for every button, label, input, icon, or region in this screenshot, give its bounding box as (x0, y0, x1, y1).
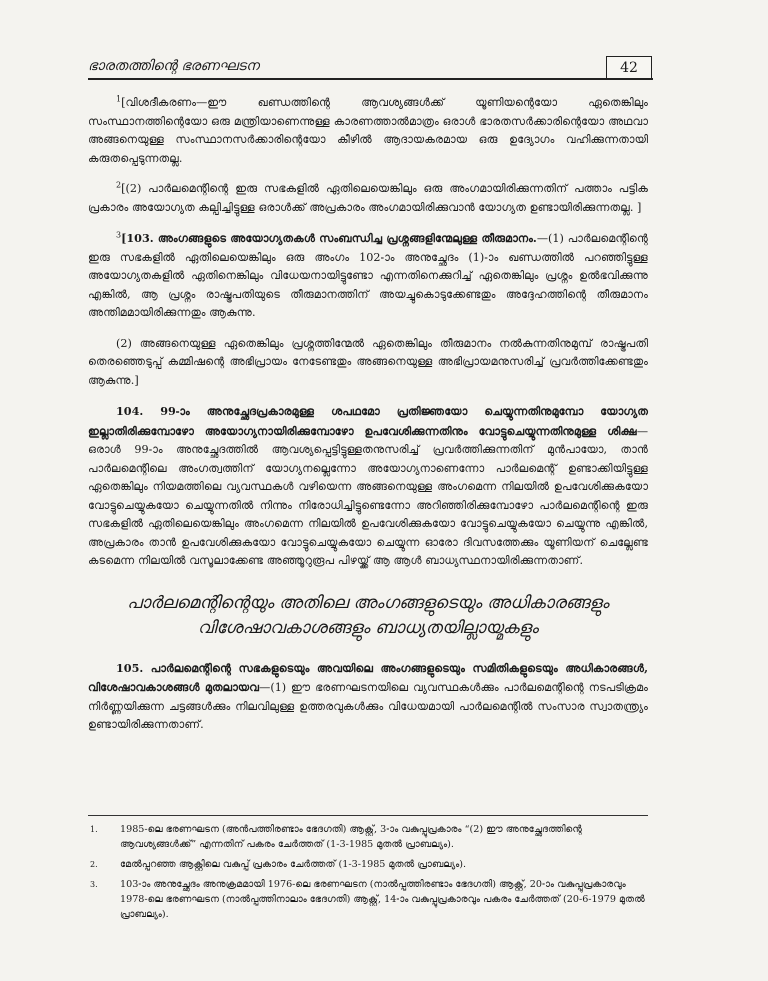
section-title (88, 591, 648, 641)
article-text: —ഒരാൾ 99-ാം അനുച്ഛേദത്തിൽ ആവശ്യപ്പെട്ടിട്ടുള്ളതനുസരിച്ച് പ്രവർത്തിക്കുന്നതിന് മുൻപായോ, താൻ പാർലമെന്റിലെ അംഗത്വത്തിന് യോഗ്യനല്ലെന്നോ അയോഗ്യനാണെന്നോ പാർലമെന്റ് ഉണ്ടാക്കിയിട്ടുള്ള ഏതെങ്കിലും നിയമത്തിലെ വ്യവസ്ഥകൾ വഴിയെന്ന അങ്ങനെയുള്ള അംഗമെന്ന നിലയിൽ ഉപവേശിക്കുകയോ വോട്ടുചെയ്യുകയോ ചെയ്യുന്നതിൽ നിന്നും നിരോധിച്ചിട്ടുണ്ടെന്നോ അറിഞ്ഞിരിക്കുമ്പോഴോ പാർലമെന്റിന്റെ ഇരു സഭകളിൽ ഏതിലെയെങ്കിലും അംഗമെന്ന നിലയിൽ ഉപവേശിക്കുകയോ വോട്ടുചെയ്യുകയോ ചെയ്യുന്നു എങ്കിൽ, അപ്രകാരം താൻ ഉപവേശിക്കുകയോ വോട്ടുചെയ്യുകയോ ചെയ്യുന്ന ഓരോ ദിവസത്തേക്കും യൂണിയന് ചെല്ലേണ്ട കടമെന്ന നിലയിൽ വസൂലാക്കേണ്ട അഞ്ഞൂറുരൂപ പിഴയ്ക്ക് ആ ആൾ ബാധ്യസ്ഥനായിരിക്കുന്നതാണ്. (88, 424, 648, 567)
footnote-number: 2. (90, 860, 98, 869)
article-heading: [103. അംഗങ്ങളുടെ അയോഗ്യതകൾ സംബന്ധിച്ച പ്രശ്നങ്ങളിന്മേലുള്ള തീരുമാനം. (121, 231, 537, 245)
running-head: ഭാരതത്തിന്റെ ഭരണഘടന (88, 58, 259, 74)
footnote-text: മേൽപ്പറഞ്ഞ ആക്റ്റിലെ വകുപ്പ് പ്രകാരം ചേർത്തത് (1-3-1985 മുതൽ പ്രാബല്യം). (120, 859, 467, 870)
footnote (88, 877, 648, 922)
article-heading: 104. 99-ാം അനുച്ഛേദപ്രകാരമുള്ള ശപഥമോ പ്രതിജ്ഞയോ ചെയ്യുന്നതിനുമുമ്പോ യോഗ്യത ഇല്ലാതിരിക്കുമ്പോഴോ അയോഗ്യനായിരിക്കുമ്പോഴോ ഉപവേശിക്കുന്നതിനും വോട്ടുചെയ്യുന്നതിനുമുള്ള ശിക്ഷ (88, 404, 648, 438)
footnote-marker: 1 (116, 94, 122, 104)
section-title-line: വിശേഷാവകാശങ്ങളും ബാധ്യതയില്ലായ്മകളും (197, 617, 539, 638)
article-heading: 105. പാർലമെന്റിന്റെ സഭകളുടെയും അവയിലെ അംഗങ്ങളുടെയും സമിതികളുടെയും അധികാരങ്ങൾ, വിശേഷാവകാശങ്ങൾ മുതലായവ (88, 660, 648, 694)
article-text: —(1) ഈ ഭരണഘടനയിലെ വ്യവസ്ഥകൾക്കും പാർലമെന്റിന്റെ നടപടിക്രമം നിർണ്ണയിക്കുന്ന ചട്ടങ്ങൾക്കും നിലവിലുള്ള ഉത്തരവുകൾക്കും വിധേയമായി പാർലമെന്റിൽ സംസാര സ്വാതന്ത്ര്യം ഉണ്ടായിരിക്കുന്നതാണ്. (88, 681, 648, 731)
footnote-marker: 3 (116, 230, 122, 240)
footnote-text: 103-ാം അനുച്ഛേദം അനുക്രമമായി 1976-ലെ ഭരണഘടന (നാൽപ്പത്തിരണ്ടാം ഭേദഗതി) ആക്റ്റ്, 20-ാം വകുപ്പുപ്രകാരവും 1978-ലെ ഭരണഘടന (നാൽപ്പത്തിനാലാം ഭേദഗതി) ആക്റ്റ്, 14-ാം വകുപ്പുപ്രകാരവും പകരം ചേർത്തത് (20-6-1979 മുതൽ പ്രാബല്യം). (120, 879, 645, 920)
footnote (88, 822, 648, 852)
body-text (88, 94, 648, 747)
header-rule (88, 78, 653, 80)
page-number: 42 (606, 56, 652, 80)
article-104 (88, 402, 648, 571)
paragraph-text: (2) അങ്ങനെയുള്ള ഏതെങ്കിലും പ്രശ്നത്തിന്മേൽ ഏതെങ്കിലും തീരുമാനം നൽകുന്നതിനുമുമ്പ് രാഷ്ട്രപതി തെരഞ്ഞെടുപ്പ് കമ്മിഷന്റെ അഭിപ്രായം നേടേണ്ടതും അങ്ങനെയുള്ള അഭിപ്രായമനുസരിച്ച് പ്രവർത്തിക്കേണ്ടതും ആകുന്നു.] (88, 336, 648, 387)
footnote-number: 1. (90, 825, 98, 834)
article-105 (88, 659, 648, 735)
paragraph-explanation (88, 94, 648, 168)
section-title-line: പാർലമെന്റിന്റെയും അതിലെ അംഗങ്ങളുടെയും അധികാരങ്ങളും (127, 592, 609, 613)
article-103 (88, 229, 648, 323)
paragraph-clause-2 (88, 180, 648, 217)
footnote-rule (88, 815, 648, 816)
paragraph-text: [വിശദീകരണം—ഈ ഖണ്ഡത്തിന്റെ ആവശ്യങ്ങൾക്ക് യൂണിയന്റെയോ ഏതെങ്കിലും സംസ്ഥാനത്തിന്റെയോ ഒരു മന്ത്രിയാണെന്നുള്ള കാരണത്താൽമാത്രം ഒരാൾ ഭാരതസർക്കാരിന്റെയോ അഥവാ അങ്ങനെയുള്ള സംസ്ഥാനസർക്കാരിന്റെയോ കീഴിൽ ആദായകരമായ ഒരു ഉദ്യോഗം വഹിക്കുന്നതായി കരുതപ്പെടുന്നതല്ല. (88, 96, 648, 165)
footnote-text: 1985-ലെ ഭരണഘടന (അൻപത്തിരണ്ടാം ഭേദഗതി) ആക്റ്റ്, 3-ാം വകുപ്പുപ്രകാരം “(2) ഈ അനുച്ഛേദത്തിന്റെ ആവശ്യങ്ങൾക്ക്” എന്നതിന് പകരം ചേർത്തത് (1-3-1985 മുതൽ പ്രാബല്യം). (120, 824, 582, 850)
footnote-number: 3. (90, 880, 98, 889)
article-text: —(1) പാർലമെന്റിന്റെ ഇരു സഭകളിൽ ഏതിലെയെങ്കിലും ഒരു അംഗം 102-ാം അനുച്ഛേദം (1)-ാം ഖണ്ഡത്തിൽ പറഞ്ഞിട്ടുള്ള അയോഗ്യതകളിൽ ഏതിനെങ്കിലും വിധേയനായിട്ടുണ്ടോ എന്നതിനെക്കുറിച്ച് ഏതെങ്കിലും പ്രശ്നം ഉൽഭവിക്കുന്നു എങ്കിൽ, ആ പ്രശ്നം രാഷ്ട്രപതിയുടെ തീരുമാനത്തിന് അയച്ചുകൊടുക്കേണ്ടതും അദ്ദേഹത്തിന്റെ തീരുമാനം അന്തിമമായിരിക്കുന്നതും ആകുന്നു. (88, 232, 648, 319)
article-103-clause-2 (88, 335, 648, 391)
paragraph-text: [(2) പാർലമെന്റിന്റെ ഇരു സഭകളിൽ ഏതിലെയെങ്കിലും ഒരു അംഗമായിരിക്കുന്നതിന് പത്താം പട്ടിക പ്രകാരം അയോഗ്യത കല്പിച്ചിട്ടുള്ള ഒരാൾക്ക് അപ്രകാരം അംഗമായിരിക്കുവാൻ യോഗ്യത ഉണ്ടായിരിക്കുന്നതല്ല. ] (88, 182, 648, 214)
footnotes (88, 822, 648, 927)
footnote (88, 857, 648, 872)
footnote-marker: 2 (116, 180, 122, 190)
